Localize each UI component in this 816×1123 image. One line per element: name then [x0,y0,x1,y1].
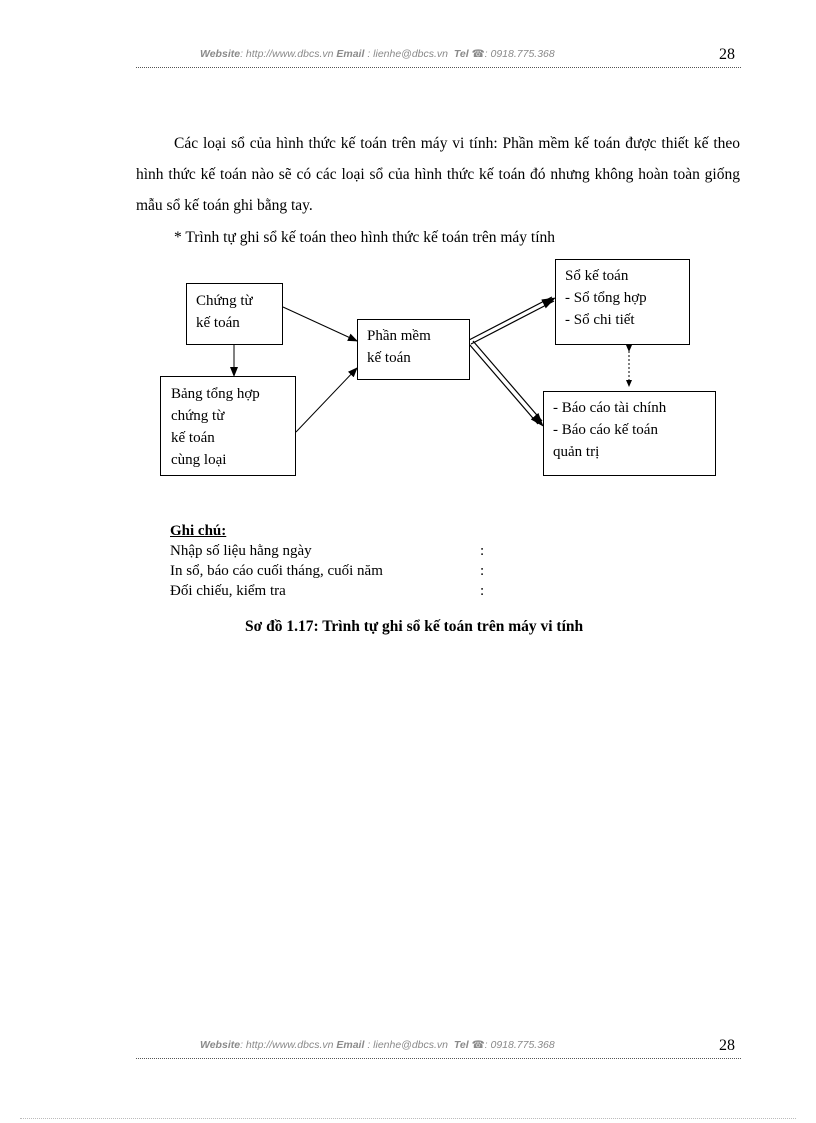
legend-title: Ghi chú: [170,523,227,539]
box-so-ke-toan: Sổ kế toán - Sổ tổng hợp - Sổ chi tiết [555,259,690,345]
page-footer [136,1037,741,1059]
box-phan-mem: Phần mềm kế toán [357,319,470,380]
phone-icon: ☎ [471,48,485,60]
header-contact: Website: http://www.dbcs.vn Email : lienhe@dbcs.vn Tel ☎: 0918.775.368 [200,48,555,60]
arrow-phanmem-to-baocao-a [469,344,538,424]
figure-caption: Sơ đồ 1.17: Trình tự ghi sổ kế toán trên máy vi tính [245,618,584,635]
footer-divider [136,1058,741,1059]
box-chung-tu: Chứng từ kế toán [186,283,283,345]
footer-contact: Website: http://www.dbcs.vn Email : lienhe@dbcs.vn Tel ☎: 0918.775.368 [200,1039,555,1051]
arrow-phanmem-to-soketoan-b [471,301,554,344]
page-bottom-edge [20,1118,796,1119]
phone-icon: ☎ [471,1039,485,1051]
legend-item: Đối chiếu, kiểm tra : [170,583,485,599]
paragraph-intro: Các loại sổ của hình thức kế toán trên máy vi tính: Phần mềm kế toán được thiết kế theo hình thức kế toán nào sẽ có các loại sổ của hình thức kế toán đó nhưng không hoàn toàn giống mẫu sổ kế toán ghi bằng tay. [136,135,740,214]
header-page-number: 28 [719,46,735,63]
arrow-bangtonghop-to-phanmem [296,368,357,432]
arrow-phanmem-to-soketoan-a [469,297,552,340]
legend-item: Nhập số liệu hằng ngày : [170,543,485,559]
box-bao-cao: - Báo cáo tài chính - Báo cáo kế toán quản trị [543,391,716,476]
paragraph-sequence-heading: * Trình tự ghi sổ kế toán theo hình thức kế toán trên máy tính [174,229,556,246]
legend-item: In sổ, báo cáo cuối tháng, cuối năm : [170,563,485,579]
legend [170,521,485,601]
box-bang-tong-hop: Bảng tổng hợp chứng từ kế toán cùng loại [160,376,296,476]
footer-page-number: 28 [719,1037,735,1054]
arrow-chungtu-to-phanmem [283,307,357,341]
arrow-phanmem-to-soketoan [470,298,555,342]
arrow-phanmem-to-baocao [471,342,543,426]
arrow-phanmem-to-baocao-b [473,341,542,421]
